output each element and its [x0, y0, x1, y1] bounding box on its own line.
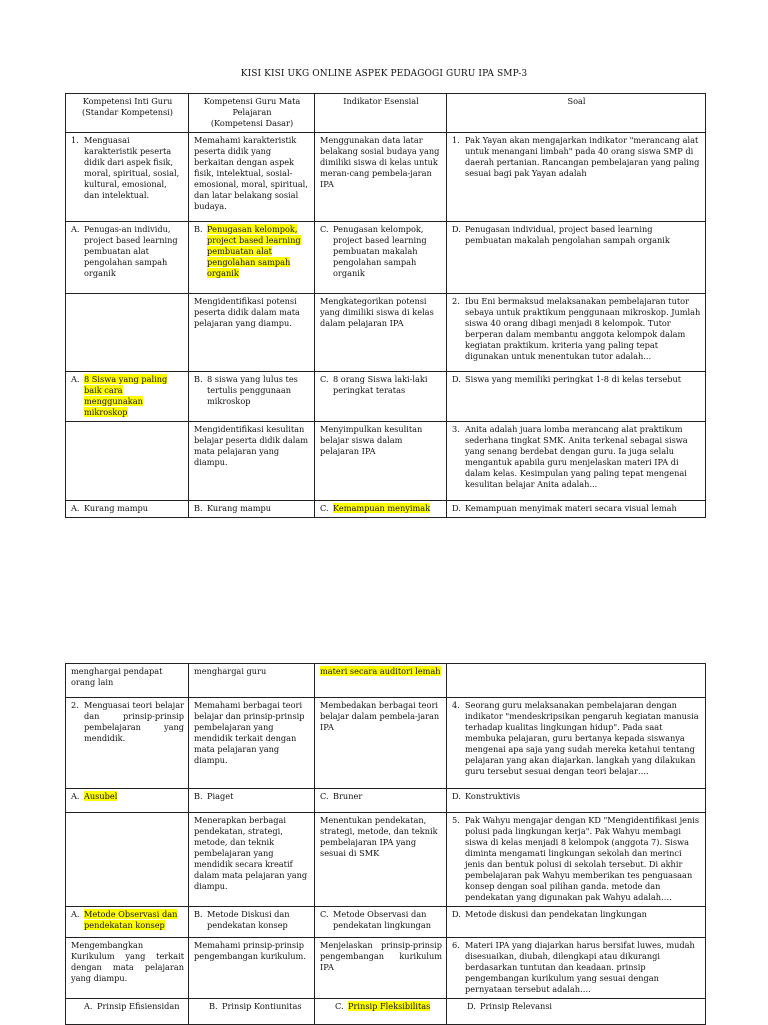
option-b-text: 8 siswa yang lulus tes tertulis penggunaan mikroskop [207, 374, 298, 406]
kompetensi-mapel-text: Mengidentifikasi kesulitan belajar peserta didik dalam mata pelajaran yang diampu. [189, 422, 315, 501]
indikator-text: Menentukan pendekatan, strategi, metode, dan teknik pembelajaran IPA yang sesuai di SMK [315, 813, 447, 907]
option-b-text: Prinsip Kontiunitas [222, 1001, 302, 1011]
option-letter: B. [194, 503, 203, 513]
option-letter: A. [71, 791, 80, 801]
kompetensi-mapel-text: Memahami berbagai teori belajar dan prinsip-prinsip pembelajaran yang mendidik terkait dengan mata pelajaran yang diampu. [189, 698, 315, 789]
question-number: 3. [452, 424, 460, 434]
indikator-text: Membedakan berbagai teori belajar dalam pembela-jaran IPA [315, 698, 447, 789]
table-row [66, 422, 706, 501]
question-number: 5. [452, 815, 460, 825]
question-text: Anita adalah juara lomba merancang alat praktikum sederhana tingkat SMK. Anita terkenal sebagai siswa yang senang berdebat dengan guru. Ia juga selalu mengantuk apabila guru menjelaskan materi IPA di dalam kelas. Kesimpulan yang paling tepat mengenai kesulitan belajar Anita adalah... [465, 424, 688, 489]
option-b-continued: menghargai guru [189, 664, 315, 698]
option-a-text-highlighted: 8 Siswa yang paling baik cara menggunakan mikroskop [84, 374, 168, 417]
kompetensi-mapel-text: Mengidentifikasi potensi peserta didik dalam mata pelajaran yang diampu. [189, 294, 315, 372]
answer-row [66, 907, 706, 938]
option-letter: D. [452, 503, 461, 513]
option-d-text: Siswa yang memiliki peringkat 1-8 di kelas tersebut [465, 374, 682, 384]
option-d-text: Kemampuan menyimak materi secara visual lemah [465, 503, 677, 513]
option-letter: C. [320, 224, 329, 234]
item-number: 1. [71, 135, 79, 145]
question-text: Ibu Eni bermaksud melaksanakan pembelajaran tutor sebaya untuk praktikum penggunaan mikroskop. Jumlah siswa 40 orang dibagi menjadi 8 kelompok. Tutor berperan dalam membantu anggota kelompok dalam kegiatan praktikum. kriteria yang paling tepat digunakan untuk menentukan tutor adalah... [465, 296, 701, 361]
option-letter: D. [452, 791, 461, 801]
indikator-text: Menyimpulkan kesulitan belajar siswa dalam pelajaran IPA [315, 422, 447, 501]
option-letter: B. [194, 374, 203, 384]
table-row [66, 698, 706, 789]
option-letter: A. [71, 909, 80, 919]
answer-row [66, 222, 706, 294]
header-indikator: Indikator Esensial [315, 94, 447, 133]
document-title: KISI KISI UKG ONLINE ASPEK PEDAGOGI GURU IPA SMP-3 [240, 69, 528, 79]
kisi-table-2 [65, 663, 706, 1025]
option-letter: A. [84, 1001, 93, 1011]
option-b-text: Piaget [207, 791, 234, 801]
option-b-text-highlighted: Penugasan kelompok, project based learning pembuatan alat pengolahan sampah organik [207, 224, 301, 278]
item-number: 2. [71, 700, 79, 710]
indikator-text: Menjelaskan prinsip-prinsip pengembangan kurikulum IPA [315, 938, 447, 999]
option-c-text-highlighted: Kemampuan menyimak [333, 503, 431, 513]
option-d-text: Metode diskusi dan pendekatan lingkungan [465, 909, 647, 919]
kompetensi-mapel-text: Memahami karakteristik peserta didik yang berkaitan dengan aspek fisik, intelektual, sosial-emosional, moral, spiritual, dan latar belakang sosial budaya. [189, 133, 315, 222]
option-letter: A. [71, 224, 80, 234]
table-row [66, 133, 706, 222]
option-a-text-highlighted: Metode Observasi dan pendekatan konsep [84, 909, 178, 930]
question-number: 6. [452, 940, 460, 950]
option-letter: B. [194, 909, 203, 919]
option-d-text: Konstruktivis [465, 791, 521, 801]
option-letter: A. [71, 503, 80, 513]
kompetensi-inti-text: Mengembangkan Kurikulum yang terkait dengan mata pelajaran yang diampu. [66, 938, 189, 999]
question-text: Pak Yayan akan mengajarkan indikator "merancang alat untuk menangani limbah" pada 40 orang siswa SMP di daerah pertanian. Rancangan pembelajaran yang paling sesuai bagi pak Yayan adalah [465, 135, 700, 178]
option-b-text: Kurang mampu [207, 503, 272, 513]
kompetensi-inti-text: Menguasai karakteristik peserta didik dari aspek fisik, moral, spiritual, sosial, kultural, emosional, dan intelektual. [84, 135, 180, 200]
indikator-text: Mengkategorikan potensi yang dimiliki siswa di kelas dalam pelajaran IPA [315, 294, 447, 372]
header-kompetensi-inti: Kompetensi Inti Guru (Standar Kompetensi) [66, 94, 189, 133]
option-b-text: Metode Diskusi dan pendekatan konsep [207, 909, 290, 930]
option-d-text: Penugasan individual, project based learning pembuatan makalah pengolahan sampah organik [465, 224, 670, 245]
option-letter: C. [320, 503, 329, 513]
indikator-text: Menggunakan data latar belakang sosial budaya yang dimiliki siswa di kelas untuk meran-cang pembela-jaran IPA [315, 133, 447, 222]
option-letter: D. [452, 224, 461, 234]
option-c-continued-highlighted: materi secara auditori lemah [320, 666, 441, 676]
question-text: Materi IPA yang diajarkan harus bersifat luwes, mudah disesuaikan, diubah, dilengkapi atau dikurangi berdasarkan tuntutan dan keadaan. prinsip pengembangan kurikulum yang sesuai dengan pernyataan tersebut adalah…. [465, 940, 695, 994]
answer-row [66, 372, 706, 422]
option-a-text-highlighted: Ausubel [84, 791, 118, 801]
answer-row [66, 789, 706, 813]
option-c-text: Metode Observasi dan pendekatan lingkungan [333, 909, 431, 930]
kisi-table-1 [65, 93, 706, 518]
option-letter: C. [335, 1001, 344, 1011]
kompetensi-inti-text: Menguasai teori belajar dan prinsip-prinsip pembelajaran yang mendidik. [84, 700, 184, 743]
option-letter: B. [194, 224, 203, 234]
option-d-text: Prinsip Relevansi [480, 1001, 553, 1011]
table-row [66, 294, 706, 372]
question-number: 4. [452, 700, 460, 710]
option-a-text: Prinsip Efisiensidan [97, 1001, 180, 1011]
question-text: Pak Wahyu mengajar dengan KD "Mengidentifikasi jenis polusi pada lingkungan kerja". Pak Wahyu membagi siswa di kelas menjadi 8 kelompok (anggota 7). Siswa diminta mengamati lingkungan sekolah dan merinci jenis dan bentuk polusi di sekolah tersebut. Di akhir pembelajaran pak Wahyu memberikan tes penguasaan konsep dengan soal pilihan ganda. metode dan pendekatan yang digunakan pak Wahyu adalah…. [465, 815, 700, 902]
option-a-continued: menghargai pendapat orang lain [66, 664, 189, 698]
answer-row [66, 501, 706, 518]
option-letter: B. [209, 1001, 218, 1011]
header-kompetensi-mapel: Kompetensi Guru Mata Pelajaran (Kompetensi Dasar) [189, 94, 315, 133]
option-letter: C. [320, 374, 329, 384]
question-number: 2. [452, 296, 460, 306]
kompetensi-mapel-text: Memahami prinsip-prinsip pengembangan kurikulum. [189, 938, 315, 999]
option-c-text: Penugasan kelompok, project based learning pembuatan makalah pengolahan sampah organik [333, 224, 427, 278]
answer-row [66, 999, 706, 1025]
answer-row-continued [66, 664, 706, 698]
table-row [66, 938, 706, 999]
header-row [66, 94, 706, 133]
option-letter: C. [320, 909, 329, 919]
option-letter: D. [467, 1001, 476, 1011]
option-letter: D. [452, 374, 461, 384]
option-a-text: Penugas-an individu, project based learning pembuatan alat pengolahan sampah organik [84, 224, 178, 278]
question-number: 1. [452, 135, 460, 145]
header-soal: Soal [447, 94, 706, 133]
kompetensi-mapel-text: Menerapkan berbagai pendekatan, strategi, metode, dan teknik pembelajaran yang mendidik secara kreatif dalam mata pelajaran yang diampu. [189, 813, 315, 907]
option-c-text-highlighted: Prinsip Fleksibilitas [348, 1001, 431, 1011]
option-a-text: Kurang mampu [84, 503, 149, 513]
option-letter: D. [452, 909, 461, 919]
option-c-text: 8 orang Siswa laki-laki peringkat teratas [333, 374, 428, 395]
option-letter: B. [194, 791, 203, 801]
question-text: Seorang guru melaksanakan pembelajaran dengan indikator "mendeskripsikan pengaruh kegiatan manusia terhadap kualitas lingkungan hidup". Pada saat membuka pelajaran, guru bertanya kepada siswanya mengenai apa saja yang sudah mereka ketahui tentang pelajaran yang akan diajarkan. langkah yang dilakukan guru tersebut sesuai dengan teori belajar…. [465, 700, 699, 776]
option-c-text: Bruner [333, 791, 363, 801]
option-letter: C. [320, 791, 329, 801]
table-row [66, 813, 706, 907]
option-letter: A. [71, 374, 80, 384]
